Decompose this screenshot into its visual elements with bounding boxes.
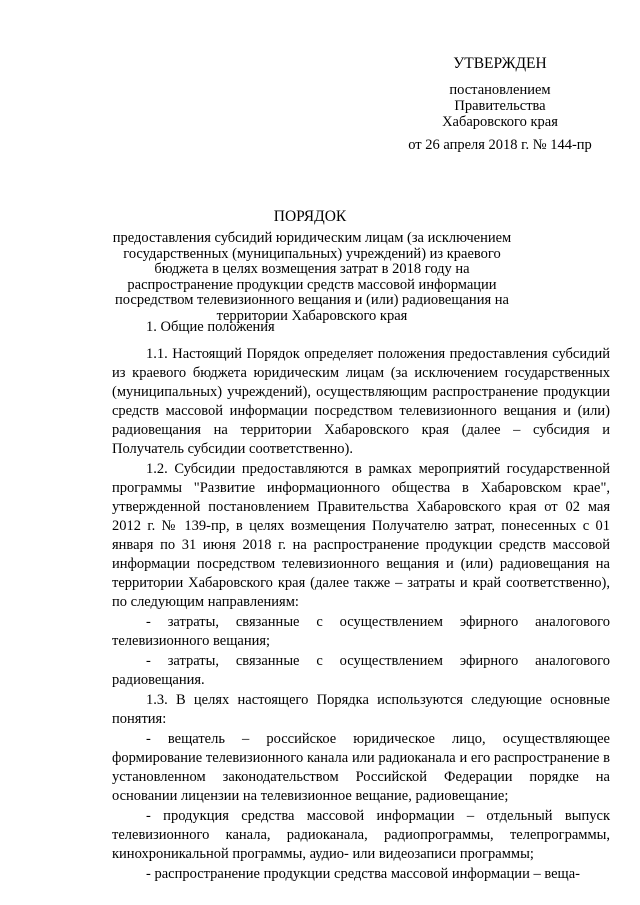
approval-line-3: Хабаровского края <box>442 114 558 130</box>
approval-line-2: Правительства <box>454 98 546 114</box>
paragraph-1-1: 1.1. Настоящий Порядок определяет положения предоставления субсидий из краевого бюджета юридическим лицам (за исключением государственных (муниципальных) учреждений), осуществляющим распространение продукции средств массовой информации посредством телевизионного вещания и (или) радиовещания на территории Хабаровского края (далее – субсидия и Получатель субсидии соответственно). <box>112 346 610 457</box>
paragraph-1-3: 1.3. В целях настоящего Порядка используются следующие основные понятия: <box>112 692 610 727</box>
list-item-tv: - затраты, связанные с осуществлением эфирного аналогового телевизионного вещания; <box>112 614 610 649</box>
approval-heading: УТВЕРЖДЕН <box>453 55 547 72</box>
approval-stamp <box>400 56 600 153</box>
definition-media-product: - продукция средства массовой информации – отдельный выпуск телевизионного канала, радиоканала, радиопрограммы, телепрограммы, кинохроникальной программы, аудио- или видеозаписи программы; <box>112 808 610 862</box>
definition-broadcaster: - вещатель – российское юридическое лицо, осуществляющее формирование телевизионного канала или радиоканала и его распространение в установленном законодательством Российской Федерации порядке на основании лицензии на телевизионное вещание, радиовещание; <box>112 731 610 804</box>
approval-line-1: постановлением <box>449 82 551 98</box>
document-body <box>112 318 610 885</box>
document-title: ПОРЯДОК <box>273 208 347 225</box>
paragraph-1-2: 1.2. Субсидии предоставляются в рамках мероприятий государственной программы "Развитие информационного общества в Хабаровском крае", утвержденной постановлением Правительства Хабаровского края от 02 мая 2012 г. № 139-пр, в целях возмещения Получателю затрат, понесенных с 01 января по 31 июня 2018 г. на распространение продукции средств массовой информации посредством телевизионного вещания и (или) радиовещания на территории Хабаровского края (далее также – затраты и край соответственно), по следующим направлениям: <box>112 461 610 610</box>
document-subtitle: предоставления субсидий юридическим лицам (за исключением государственных (муниципальных) учреждений) из краевого бюджета в целях возмещения затрат в 2018 году на распространение продукции средств массовой информации посредством телевизионного вещания и (или) радиовещания на территории Хабаровского края <box>112 230 512 324</box>
approval-date: от 26 апреля 2018 г. № 144-пр <box>408 137 592 153</box>
section-heading: 1. Общие положения <box>146 319 275 335</box>
list-item-radio: - затраты, связанные с осуществлением эфирного аналогового радиовещания. <box>112 653 610 688</box>
definition-distribution: - распространение продукции средства массовой информации – веща- <box>146 866 580 882</box>
